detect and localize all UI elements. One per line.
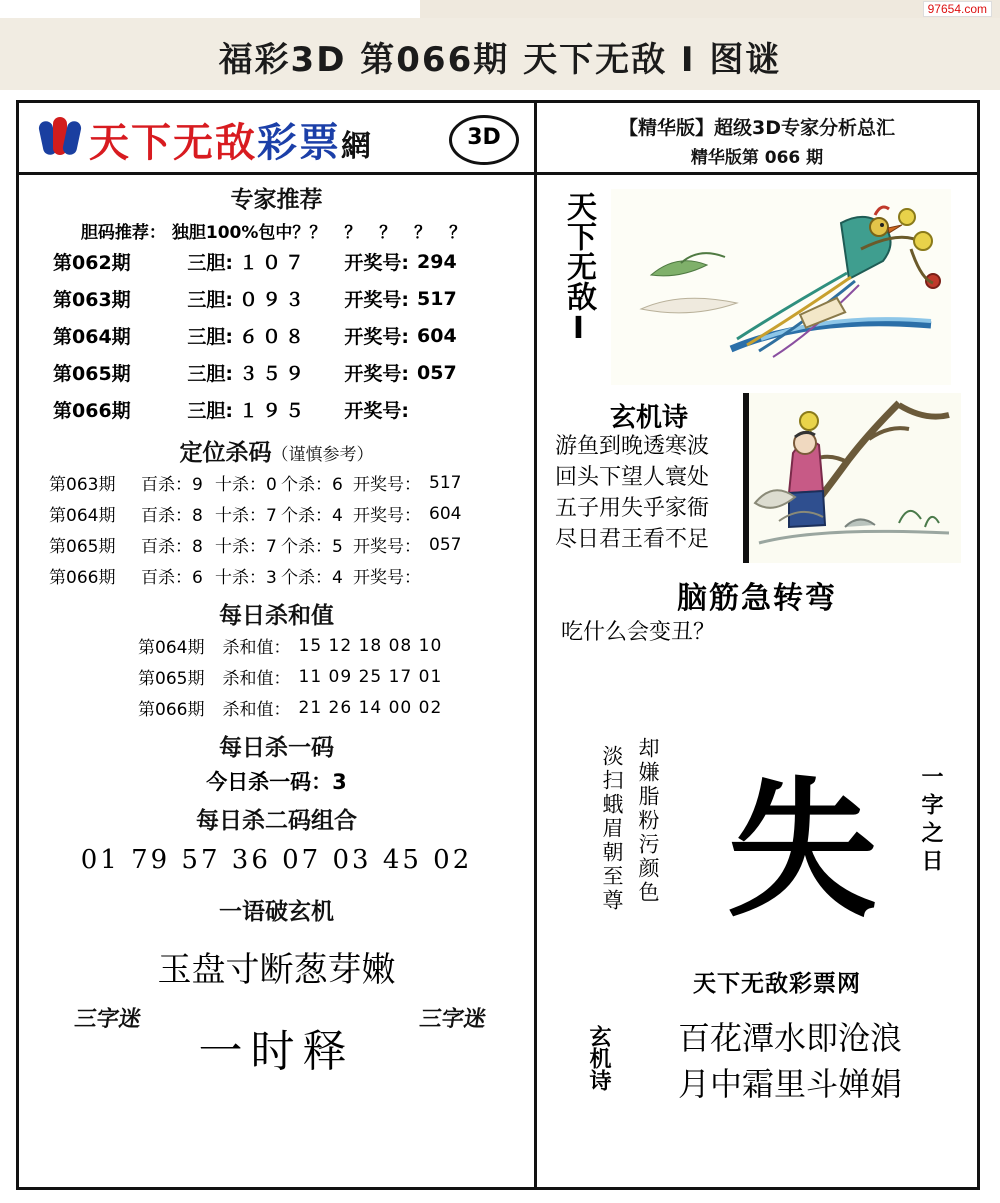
rec-sandan-value: ０９３ [239,289,309,311]
brand-logo-icon [37,117,83,159]
kill-issue: 第065期 [49,537,116,557]
header-issue: 精华版第 066 期 [690,148,824,168]
rec-kj-value: 517 [417,287,457,310]
rec-issue: 第066期 [53,400,131,422]
rec-issue: 第065期 [53,363,131,385]
table-row [19,280,534,317]
two-kill-values: 01 79 57 36 07 03 45 02 [80,845,473,875]
bottom-poem-line: 月中霜里斗婵娟 [677,1065,902,1103]
rec-sandan-label: 三胆: [187,400,233,422]
kill-kj-value: 057 [429,534,462,555]
right-column [537,175,977,1187]
brand-name-part2: 无敌 [173,120,257,166]
watermark-band [420,0,1000,18]
table-row [19,391,534,428]
hezhi-values: 15 12 18 08 10 [298,635,443,656]
bottom-poem-line: 百花潭水即沧浪 [677,1019,902,1057]
vertical-poem-line-2: 却嫌脂粉污颜色 [636,737,660,905]
bird-illustration [611,189,951,385]
kill-issue: 第066期 [49,568,116,588]
table-row [19,467,534,498]
kill-kj-label: 开奖号： [353,537,421,557]
hezhi-issue: 第065期 [138,669,205,689]
kill-kj-value: 517 [429,472,462,493]
one-kill-title: 每日杀一码 [219,735,334,761]
three-word-value: 一时释 [198,1026,355,1077]
rec-kj-value: 604 [417,324,457,347]
danma-label: 胆码推荐： [80,223,166,243]
danma-marks: ？ ？ ？ ？ ？ [309,223,473,243]
xuanji-poem [555,431,741,555]
hezhi-label: 杀和值： [222,638,291,658]
kill-bai: 百杀：8 [141,537,203,557]
kill-kj-value: 604 [429,503,462,524]
danma-text: 独胆100%包中？ [171,223,310,243]
naojin-question: 吃什么会变丑？ [561,620,716,645]
danma-row [19,218,534,243]
yizi-label: 一字之日 [918,765,943,877]
rec-kj-value: 294 [417,250,457,273]
kill-title-text: 定位杀码 [179,440,272,466]
brand-name-part3: 彩票 [257,120,341,166]
yuyu-title: 一语破玄机 [219,899,334,925]
table-row [19,661,534,692]
left-column [19,175,537,1187]
rec-issue: 第062期 [53,252,131,274]
hezhi-values: 21 26 14 00 02 [298,697,443,718]
brand-name-part1: 天下 [89,120,173,166]
xuanji-line: 五子用失乎家衙 [555,496,710,521]
poster-sheet [16,100,980,1190]
kill-shi: 十杀：7 [215,537,277,557]
rec-sandan-label: 三胆: [187,289,233,311]
table-row [19,354,534,391]
hezhi-values: 11 09 25 17 01 [298,666,443,687]
naojin-title: 脑筋急转弯 [677,581,837,616]
big-character: 失 [727,762,878,938]
brand-name-part4: 網 [341,129,373,164]
expert-title: 专家推荐 [230,187,323,213]
kill-list [19,467,534,591]
page-title: 福彩3D 第066期 天下无敌 I 图谜 [218,40,782,80]
table-row [19,630,534,661]
kill-title-note: （谨慎参考） [271,445,374,465]
rec-kj-label: 开奖号: [344,289,409,311]
bottom-poem [625,1015,955,1107]
recommendation-list [19,243,534,428]
kill-issue: 第063期 [49,475,116,495]
xuanji-line: 游鱼到晚透寒波 [555,434,710,459]
kill-bai: 百杀：8 [141,506,203,526]
rec-kj-label: 开奖号: [344,363,409,385]
table-row [19,243,534,280]
rec-kj-value: 057 [417,361,457,384]
three-word-row [19,1001,534,1097]
brand-name [89,111,373,168]
rec-kj-label: 开奖号: [344,252,409,274]
rec-sandan-label: 三胆: [187,363,233,385]
kill-issue: 第064期 [49,506,116,526]
header-right [537,103,977,172]
kill-ge: 个杀：6 [281,475,343,495]
rec-sandan-value: １９５ [239,400,309,422]
vertical-poem-line-1: 淡扫蛾眉朝至尊 [600,745,624,913]
hezhi-title: 每日杀和值 [219,603,334,629]
rec-kj-label: 开奖号: [344,326,409,348]
xuanji-line: 尽日君王看不足 [555,527,710,552]
xuanji-line: 回头下望人寰处 [555,465,710,490]
kill-shi: 十杀：3 [215,568,277,588]
kill-shi: 十杀：0 [215,475,277,495]
vertical-title: 天下无敌Ⅰ [561,191,596,346]
hezhi-list [19,630,534,723]
rec-issue: 第063期 [53,289,131,311]
logo-box [19,103,537,172]
kill-bai: 百杀：9 [141,475,203,495]
kill-shi: 十杀：7 [215,506,277,526]
hezhi-issue: 第064期 [138,638,205,658]
table-row [19,560,534,591]
rec-sandan-value: １０７ [239,252,309,274]
watermark-badge: 97654.com [923,1,992,17]
table-row [19,498,534,529]
one-kill-value: 今日杀一码：3 [206,770,347,794]
kill-title [19,434,534,467]
table-row [19,317,534,354]
xuanji-title: 玄机诗 [609,403,688,433]
kill-ge: 个杀：4 [281,506,343,526]
rec-sandan-value: ３５９ [239,363,309,385]
scholar-illustration [743,393,961,563]
header-subtitle: 【精华版】超级3D专家分析总汇 [619,117,895,139]
hezhi-label: 杀和值： [222,700,291,720]
two-kill-title: 每日杀二码组合 [196,808,357,834]
sanzimi-left-badge: 三字迷 [73,1007,143,1032]
kill-ge: 个杀：4 [281,568,343,588]
rec-issue: 第064期 [53,326,131,348]
kill-ge: 个杀：5 [281,537,343,557]
yuyu-line: 玉盘寸断葱芽嫩 [157,950,396,990]
site-name: 天下无敌彩票网 [693,971,861,997]
3d-badge: 3D [449,115,519,165]
xuanji-badge: 玄机诗 [586,1025,611,1091]
rec-kj-label: 开奖号: [344,400,409,422]
sanzimi-right-badge: 三字迷 [418,1007,488,1032]
hezhi-issue: 第066期 [138,700,205,720]
table-row [19,529,534,560]
rec-sandan-label: 三胆: [187,326,233,348]
kill-bai: 百杀：6 [141,568,203,588]
rec-sandan-label: 三胆: [187,252,233,274]
kill-kj-label: 开奖号： [353,475,421,495]
table-row [19,692,534,723]
hezhi-label: 杀和值： [222,669,291,689]
kill-kj-label: 开奖号： [353,506,421,526]
sheet-body [19,175,977,1187]
sheet-header [19,103,977,175]
kill-kj-label: 开奖号： [353,568,421,588]
rec-sandan-value: ６０８ [239,326,309,348]
